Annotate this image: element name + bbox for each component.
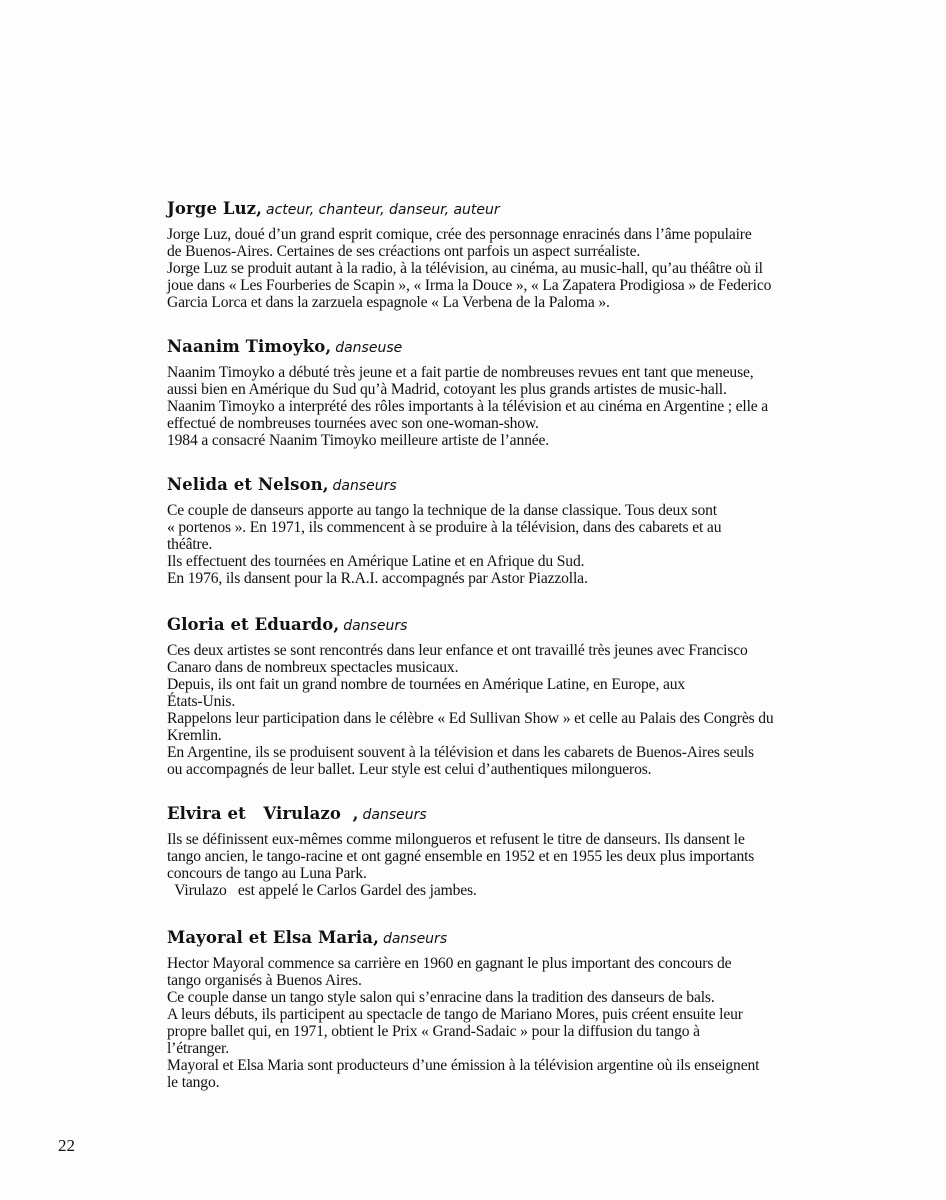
body-line: En Argentine, ils se produisent souvent à la télévision et dans les cabarets de Buenos-Aires seuls bbox=[167, 744, 754, 761]
artist-name: Gloria et Eduardo, bbox=[167, 615, 340, 634]
body-line: Naanim Timoyko a débuté très jeune et a fait partie de nombreuses revues ent tant que meneuse, bbox=[167, 364, 754, 381]
body-line: ou accompagnés de leur ballet. Leur style est celui d’authentiques milongueros. bbox=[167, 761, 652, 778]
body-line: Virulazo est appelé le Carlos Gardel des jambes. bbox=[167, 882, 477, 899]
body-line: effectué de nombreuses tournées avec son one-woman-show. bbox=[167, 415, 539, 432]
body-line: Hector Mayoral commence sa carrière en 1960 en gagnant le plus important des concours de bbox=[167, 955, 732, 972]
body-line: Canaro dans de nombreux spectacles musicaux. bbox=[167, 659, 459, 676]
body-line: Ils se définissent eux-mêmes comme milongueros et refusent le titre de danseurs. Ils dansent le bbox=[167, 831, 745, 848]
body-line: Jorge Luz, doué d’un grand esprit comique, crée des personnage enracinés dans l’âme populaire bbox=[167, 226, 752, 243]
body-line: Jorge Luz se produit autant à la radio, à la télévision, au cinéma, au music-hall, qu’au théâtre où il bbox=[167, 260, 763, 277]
body-line: Rappelons leur participation dans le célèbre « Ed Sullivan Show » et celle au Palais des Congrès du bbox=[167, 710, 774, 727]
body-line: théâtre. bbox=[167, 536, 213, 553]
artist-name: Nelida et Nelson, bbox=[167, 475, 329, 494]
page-number: 22 bbox=[58, 1136, 75, 1155]
entry-heading bbox=[167, 615, 788, 636]
artist-role: acteur, chanteur, danseur, auteur bbox=[266, 202, 500, 218]
body-line: concours de tango au Luna Park. bbox=[167, 865, 367, 882]
artist-name: Jorge Luz, bbox=[167, 199, 262, 218]
entry-mayoral-et-elsa-maria bbox=[167, 928, 788, 1091]
body-line: En 1976, ils dansent pour la R.A.I. accompagnés par Astor Piazzolla. bbox=[167, 570, 588, 587]
body-line: aussi bien en Amérique du Sud qu’à Madrid, cotoyant les plus grands artistes de music-hall. bbox=[167, 381, 727, 398]
body-line: Ces deux artistes se sont rencontrés dans leur enfance et ont travaillé très jeunes avec Francisco bbox=[167, 642, 748, 659]
entry-heading bbox=[167, 804, 788, 825]
artist-role: danseuse bbox=[335, 340, 403, 356]
body-line: tango ancien, le tango-racine et ont gagné ensemble en 1952 et en 1955 les deux plus importants bbox=[167, 848, 755, 865]
body-line: Mayoral et Elsa Maria sont producteurs d’une émission à la télévision argentine où ils enseignent bbox=[167, 1057, 760, 1074]
body-line: Kremlin. bbox=[167, 727, 222, 744]
body-line: 1984 a consacré Naanim Timoyko meilleure artiste de l’année. bbox=[167, 432, 550, 449]
body-line: « portenos ». En 1971, ils commencent à se produire à la télévision, dans des cabarets et au bbox=[167, 519, 722, 536]
artist-role: danseurs bbox=[382, 931, 448, 947]
artist-role: danseurs bbox=[332, 478, 397, 494]
body-line: de Buenos-Aires. Certaines de ses créactions ont parfois un aspect surréaliste. bbox=[167, 243, 641, 260]
entry-gloria-et-eduardo bbox=[167, 615, 788, 778]
entry-heading bbox=[167, 199, 788, 220]
body-line: le tango. bbox=[167, 1074, 220, 1091]
body-line: Depuis, ils ont fait un grand nombre de tournées en Amérique Latine, en Europe, aux bbox=[167, 676, 686, 693]
body-line: Ce couple danse un tango style salon qui s’enracine dans la tradition des danseurs de bals. bbox=[167, 989, 715, 1006]
entry-heading bbox=[167, 928, 788, 949]
artist-name: Elvira et Virulazo , bbox=[167, 804, 359, 823]
body-line: A leurs débuts, ils participent au spectacle de tango de Mariano Mores, puis créent ensuite leur bbox=[167, 1006, 743, 1023]
body-line: Garcia Lorca et dans la zarzuela espagnole « La Verbena de la Paloma ». bbox=[167, 294, 610, 311]
artist-name: Naanim Timoyko, bbox=[167, 337, 332, 356]
artist-role: danseurs bbox=[343, 618, 408, 634]
body-line: Naanim Timoyko a interprété des rôles importants à la télévision et au cinéma en Argentine ; elle a bbox=[167, 398, 769, 415]
entry-heading bbox=[167, 475, 788, 496]
entry-elvira-et-virulazo bbox=[167, 804, 788, 899]
entry-naanim-timoyko bbox=[167, 337, 788, 449]
body-line: l’étranger. bbox=[167, 1040, 229, 1057]
artist-name: Mayoral et Elsa Maria, bbox=[167, 928, 379, 947]
entry-nelida-et-nelson bbox=[167, 475, 788, 587]
artist-role: danseurs bbox=[362, 807, 427, 823]
entry-heading bbox=[167, 337, 788, 358]
entry-jorge-luz bbox=[167, 199, 788, 311]
body-line: Ce couple de danseurs apporte au tango la technique de la danse classique. Tous deux sont bbox=[167, 502, 717, 519]
body-line: Ils effectuent des tournées en Amérique Latine et en Afrique du Sud. bbox=[167, 553, 585, 570]
body-line: propre ballet qui, en 1971, obtient le Prix « Grand-Sadaic » pour la diffusion du tango à bbox=[167, 1023, 700, 1040]
body-line: tango organisés à Buenos Aires. bbox=[167, 972, 362, 989]
body-line: États-Unis. bbox=[167, 693, 236, 710]
body-line: joue dans « Les Fourberies de Scapin », « Irma la Douce », « La Zapatera Prodigiosa » de Federico bbox=[167, 277, 772, 294]
